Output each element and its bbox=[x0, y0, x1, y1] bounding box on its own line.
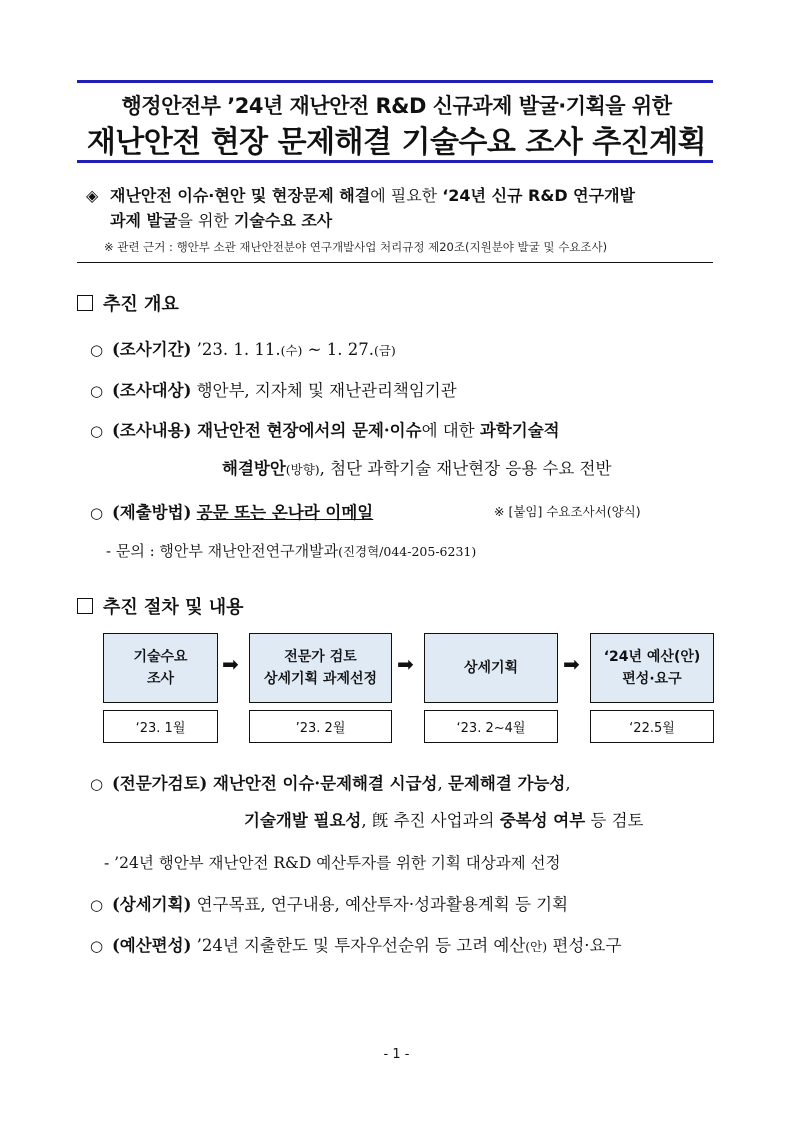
document-title-line1: 행정안전부 ’24년 재난안전 R&D 신규과제 발굴·기획을 위한 bbox=[121, 94, 672, 118]
flow-date-2: ’23. 2월 bbox=[249, 710, 392, 743]
summary-divider bbox=[77, 262, 713, 263]
item-expert-review-cont: 기술개발 필요성, 旣 추진 사업과의 중복성 여부 등 검토 bbox=[244, 811, 644, 830]
circle-bullet-icon: ○ bbox=[90, 775, 104, 793]
checkbox-square-icon bbox=[77, 295, 93, 311]
flow-step-4: ‘24년 예산(안) 편성·요구 bbox=[590, 633, 714, 703]
flow-date-4: ‘22.5월 bbox=[590, 710, 714, 743]
circle-bullet-icon: ○ bbox=[90, 422, 104, 440]
document-title-line2: 재난안전 현장 문제해결 기술수요 조사 추진계획 bbox=[86, 125, 707, 160]
diamond-icon: ◈ bbox=[86, 186, 99, 205]
circle-bullet-icon: ○ bbox=[90, 504, 104, 522]
attachment-note: ※ [붙임] 수요조사서(양식) bbox=[494, 504, 641, 519]
contact-info: - 문의 : 행안부 재난안전연구개발과(진경혁/044-205-6231) bbox=[106, 542, 477, 560]
right-arrow-icon: ➡ bbox=[397, 652, 414, 676]
flow-date-1: ‘23. 1월 bbox=[103, 710, 218, 743]
item-survey-content-cont: 해결방안(방향), 첨단 과학기술 재난현장 응용 수요 전반 bbox=[222, 459, 612, 478]
legal-basis-note: ※ 관련 근거 : 행안부 소관 재난안전분야 연구개발사업 처리규정 제20조(지원분야 발굴 및 수요조사) bbox=[104, 240, 608, 254]
item-survey-content: ○ (조사내용) 재난안전 현장에서의 문제·이슈에 대한 과학기술적 bbox=[90, 421, 560, 440]
title-bottom-rule bbox=[77, 160, 713, 163]
circle-bullet-icon: ○ bbox=[90, 341, 104, 359]
item-submission-method: ○ (제출방법) 공문 또는 온나라 이메일 bbox=[90, 503, 374, 522]
flow-date-3: ‘23. 2~4월 bbox=[424, 710, 558, 743]
item-survey-target: ○ (조사대상) 행안부, 지자체 및 재난관리책임기관 bbox=[90, 381, 457, 400]
title-top-rule bbox=[77, 80, 713, 83]
section-heading-overview: 추진 개요 bbox=[77, 290, 179, 316]
right-arrow-icon: ➡ bbox=[222, 652, 239, 676]
page-number: - 1 - bbox=[383, 1047, 410, 1062]
item-expert-review-sub: - ’24년 행안부 재난안전 R&D 예산투자를 위한 기획 대상과제 선정 bbox=[104, 854, 561, 872]
summary-block: ◈ 재난안전 이슈·현안 및 현장문제 해결에 필요한 ‘24년 신규 R&D 연구개발 과제 발굴을 위한 기술수요 조사 bbox=[86, 183, 716, 233]
item-budget: ○ (예산편성) ’24년 지출한도 및 투자우선순위 등 고려 예산(안) 편성·요구 bbox=[90, 936, 622, 955]
item-expert-review: ○ (전문가검토) 재난안전 이슈·문제해결 시급성, 문제해결 가능성, bbox=[90, 774, 571, 793]
circle-bullet-icon: ○ bbox=[90, 896, 104, 914]
item-detail-planning: ○ (상세기획) 연구목표, 연구내용, 예산투자·성과활용계획 등 기획 bbox=[90, 895, 569, 914]
flow-step-1: 기술수요 조사 bbox=[103, 633, 218, 703]
circle-bullet-icon: ○ bbox=[90, 382, 104, 400]
section-heading-procedure: 추진 절차 및 내용 bbox=[77, 593, 244, 619]
flow-step-2: 전문가 검토 상세기획 과제선정 bbox=[249, 633, 392, 703]
checkbox-square-icon bbox=[77, 598, 93, 614]
flow-step-3: 상세기획 bbox=[424, 633, 558, 703]
right-arrow-icon: ➡ bbox=[563, 652, 580, 676]
item-survey-period: ○ (조사기간) ’23. 1. 11.(수) ~ 1. 27.(금) bbox=[90, 340, 396, 359]
circle-bullet-icon: ○ bbox=[90, 937, 104, 955]
